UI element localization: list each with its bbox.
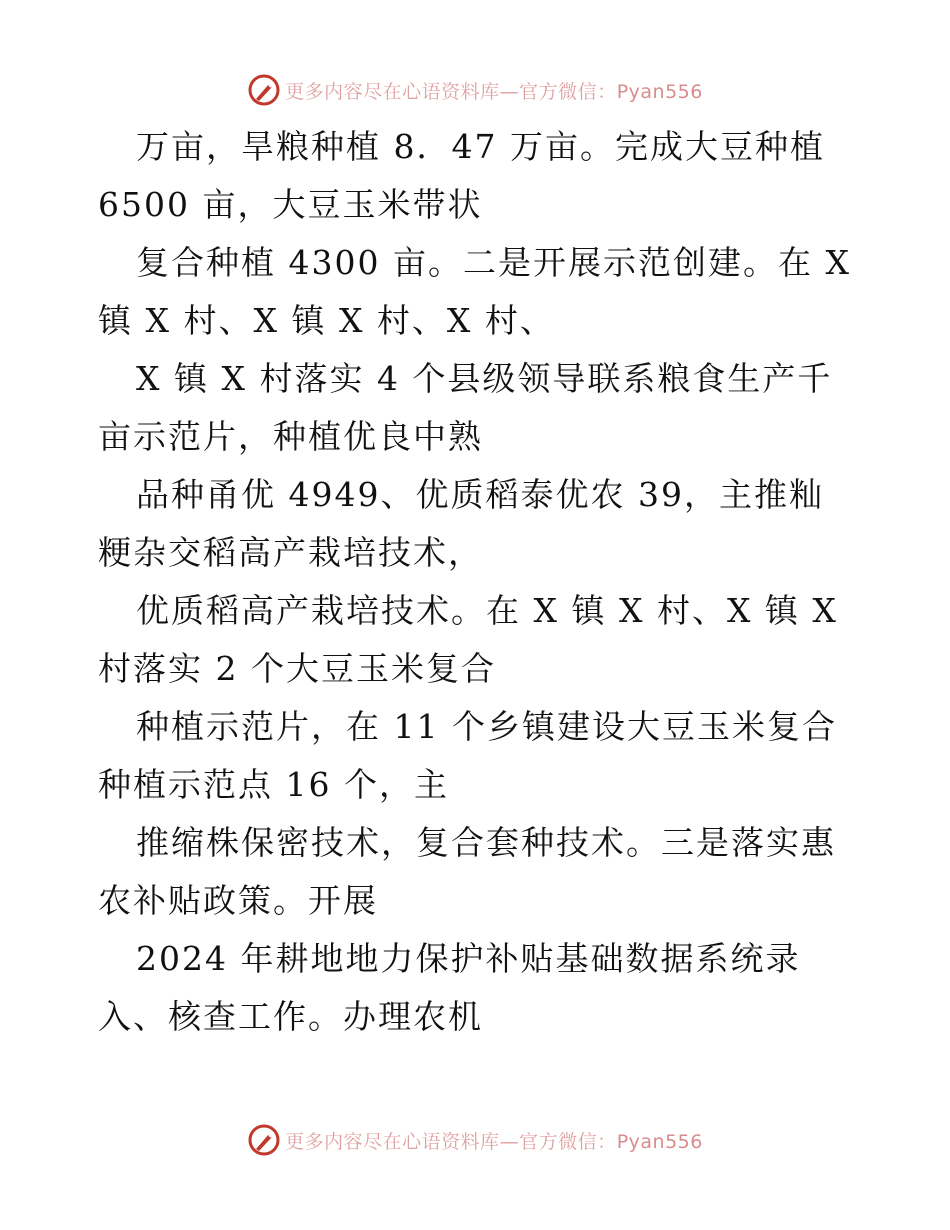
watermark-label: 更多内容尽在心语资料库 [285, 80, 500, 103]
paragraph-5: 优质稻高产栽培技术。在 X 镇 X 村、X 镇 X 村落实 2 个大豆玉米复合 [98, 591, 838, 688]
watermark-wechat-id: Pyan556 [616, 80, 703, 103]
watermark-dash: — [499, 1130, 520, 1153]
watermark-text [285, 1127, 703, 1154]
watermark-text [285, 77, 703, 104]
watermark-dash: — [499, 80, 520, 103]
paragraph-4: 品种甬优 4949、优质稻泰优农 39，主推籼粳杂交稻高产栽培技术， [98, 475, 824, 572]
paragraph-1: 万亩，旱粮种植 8．47 万亩。完成大豆种植 6500 亩，大豆玉米带状 [98, 127, 825, 224]
pen-logo-icon [247, 1123, 281, 1157]
watermark-wechat-id: Pyan556 [616, 1130, 703, 1153]
pen-logo-icon [247, 73, 281, 107]
paragraph-3: X 镇 X 村落实 4 个县级领导联系粮食生产千亩示范片，种植优良中熟 [98, 359, 833, 456]
document-body [98, 118, 858, 1046]
paragraph-6: 种植示范片，在 11 个乡镇建设大豆玉米复合种植示范点 16 个，主 [98, 707, 837, 804]
footer-watermark [0, 1120, 950, 1160]
paragraph-7: 推缩株保密技术，复合套种技术。三是落实惠农补贴政策。开展 [98, 823, 836, 920]
paragraph-8: 2024 年耕地地力保护补贴基础数据系统录入、核查工作。办理农机 [98, 939, 801, 1036]
watermark-official: 官方微信： [519, 1130, 617, 1153]
watermark-label: 更多内容尽在心语资料库 [285, 1130, 500, 1153]
paragraph-2: 复合种植 4300 亩。二是开展示范创建。在 X 镇 X 村、X 镇 X 村、X 村、 [98, 243, 851, 340]
watermark-official: 官方微信： [519, 80, 617, 103]
header-watermark [0, 70, 950, 110]
